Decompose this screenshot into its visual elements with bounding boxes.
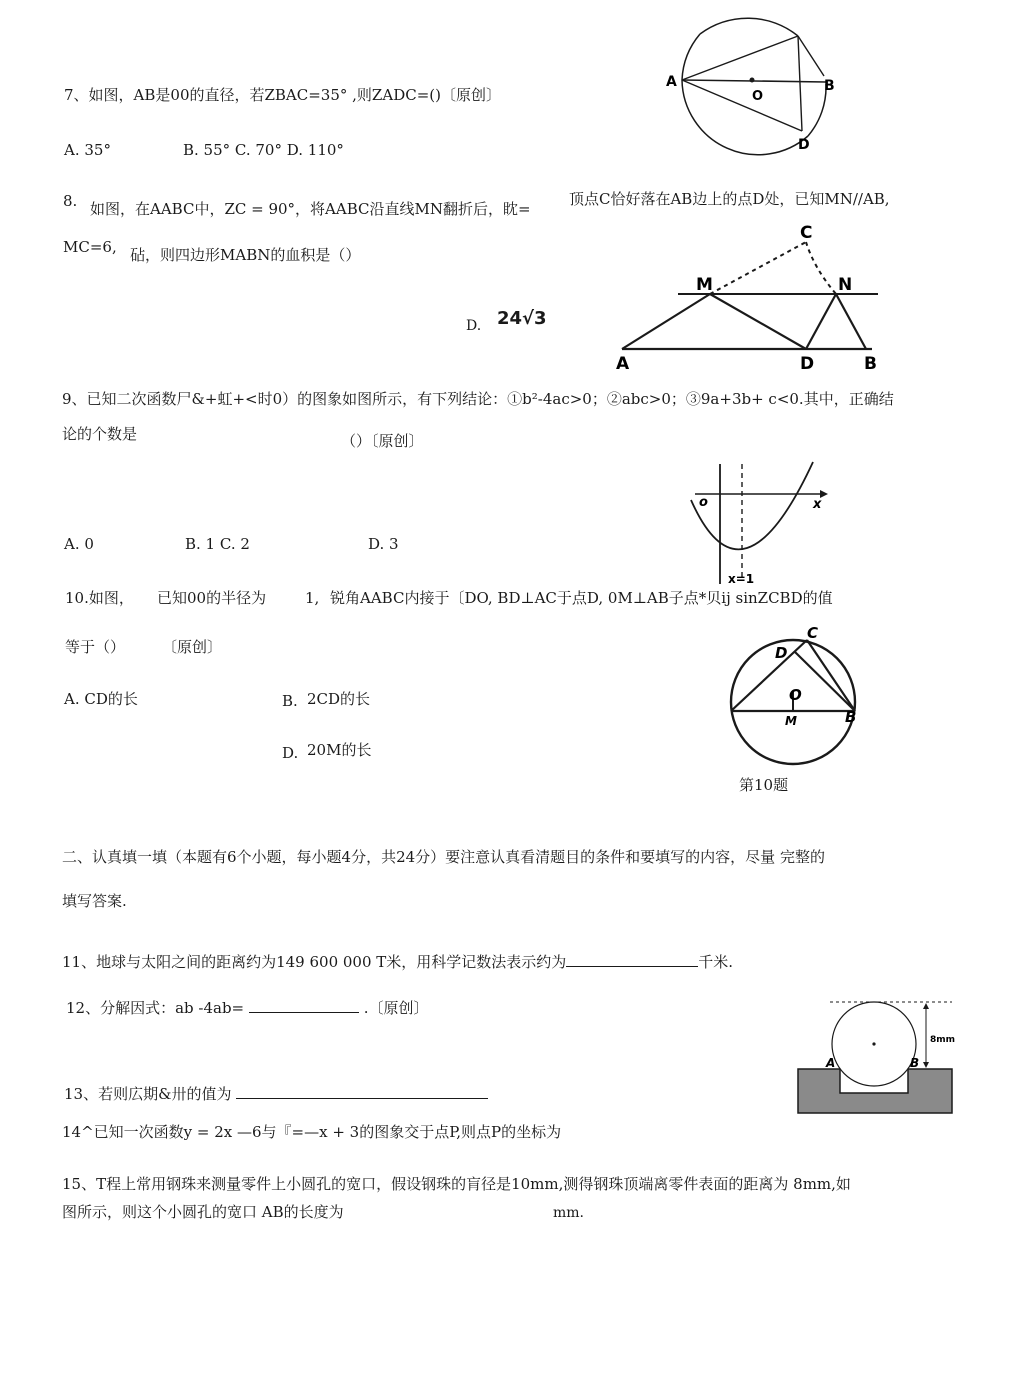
q15-ball-figure <box>790 995 960 1120</box>
q7-label-a: A <box>666 74 677 90</box>
q12-answer-blank[interactable] <box>249 998 359 1013</box>
q10-option-d-label: D. <box>282 744 299 762</box>
q10-stem-b: 1, <box>305 589 320 607</box>
q14-text: 14^已知一次函数y = 2x —6与『=—x + 3的图象交于点P,则点P的坐标为 <box>62 1123 562 1141</box>
q10-stem-line2: 等于（） <box>65 638 126 656</box>
q7-option-a: A. 35° <box>64 141 111 159</box>
q10-label-m: M <box>785 714 797 728</box>
q10-circle-figure <box>715 620 865 765</box>
q10-caption: 第10题 <box>739 776 789 794</box>
q7-label-b: B <box>824 78 835 94</box>
q9-parabola-figure <box>685 460 830 588</box>
q8-label-n: N <box>838 275 853 295</box>
q11-answer-blank[interactable] <box>566 952 698 967</box>
q8-label-a: A <box>616 354 630 374</box>
q8-label-b: B <box>864 354 877 374</box>
q9-tag: （）〔原创〕 <box>341 432 424 450</box>
q7-label-d: D <box>798 137 810 153</box>
q9-label-axis: x=1 <box>728 572 755 586</box>
q9-label-x: x <box>813 497 822 512</box>
q8-number: 8. <box>63 192 78 210</box>
section2-heading-line2: 填写答案. <box>62 892 127 910</box>
q10-tag: 〔原创〕 <box>162 638 223 656</box>
q8-option-d-value: 24√3 <box>497 308 547 329</box>
q11-line <box>62 952 733 971</box>
q10-label-b: B <box>845 708 857 726</box>
q10-label-c: C <box>807 624 819 642</box>
q7-options-bcd: B. 55° C. 70° D. 110° <box>183 141 344 159</box>
q8-stem-part2: 顶点C恰好落在AB边上的点D处，已知MN//AB, <box>569 190 890 208</box>
q8-stem-part1: 如图，在AABC中，ZC = 90°，将AABC沿直线MN翻折后，眈= <box>90 200 531 218</box>
q10-option-d: 20M的长 <box>307 741 372 759</box>
q12-tag: .〔原创〕 <box>363 999 429 1017</box>
section2-heading-line1: 二、认真填一填（本题有6个小题，每小题4分，共24分）要注意认真看清题目的条件和要填写的内容，尽量 完整的 <box>62 848 825 866</box>
q10-stem-c: 锐角AABC内接于〔DO, BD⊥AC于点D, 0M⊥AB子点*贝ij sinZCBD的值 <box>330 589 833 607</box>
q10-stem-a: 已知00的半径为 <box>157 589 267 607</box>
q9-label-o: o <box>699 495 708 510</box>
q8-label-c: C <box>800 223 813 243</box>
q8-label-d: D <box>800 354 815 374</box>
q11-text: 11、地球与太阳之间的距离约为149 600 000 T米，用科学记数法表示约为 <box>62 953 567 971</box>
q15-label-a: A <box>826 1056 836 1070</box>
q9-option-a: A. 0 <box>64 535 94 553</box>
q10-option-b-label: B. <box>282 692 298 710</box>
q13-answer-blank[interactable] <box>236 1084 488 1099</box>
q8-fold-figure <box>610 220 890 375</box>
q8-stem-part3: MC=6, <box>63 238 117 256</box>
q10-option-a: A. CD的长 <box>64 690 138 708</box>
q9-stem-line1: 9、已知二次函数尸&+虹+<时0）的图象如图所示，有下列结论：①b²-4ac>0；②abc>0；③9a+3b+ c<0.其中，正确结 <box>62 390 894 408</box>
q9-option-d: D. 3 <box>368 535 399 553</box>
q15-unit: mm. <box>553 1205 585 1221</box>
q12-text: 12、分解因式：ab -4ab= <box>66 999 245 1017</box>
q13-text: 13、若则広期&卅的值为 <box>64 1085 232 1103</box>
q10-number: 10.如图， <box>65 589 134 607</box>
q7-label-o: O <box>752 89 764 104</box>
q15-line2: 图所示，则这个小圆孔的宽口 AB的长度为 <box>62 1203 344 1221</box>
q15-label-dimension: 8mm <box>930 1035 956 1045</box>
q7-circle-figure <box>660 28 850 158</box>
q12-line <box>66 998 428 1017</box>
q9-stem-line2: 论的个数是 <box>62 425 138 443</box>
q8-option-d-label: D. <box>466 318 482 334</box>
q15-line1: 15、T程上常用钢珠来测量零件上小圆孔的宽口，假设钢珠的肓径是10mm,测得钢珠顶端离零件表面的距离为 8mm,如 <box>62 1175 851 1193</box>
q15-label-b: B <box>910 1056 920 1070</box>
q10-label-o: O <box>789 686 802 704</box>
q7-stem: 7、如图，AB是00的直径，若ZBAC=35° ,则ZADC=()〔原创〕 <box>64 86 501 104</box>
q10-option-b: 2CD的长 <box>307 690 371 708</box>
q11-unit: 千米. <box>698 953 734 971</box>
q9-options-bc: B. 1 C. 2 <box>185 535 250 553</box>
q8-stem-part4: 砧，则四边形MABN的血积是（） <box>130 246 361 264</box>
q8-label-m: M <box>696 275 713 295</box>
q10-label-d: D <box>775 644 788 662</box>
q13-line <box>64 1084 488 1103</box>
